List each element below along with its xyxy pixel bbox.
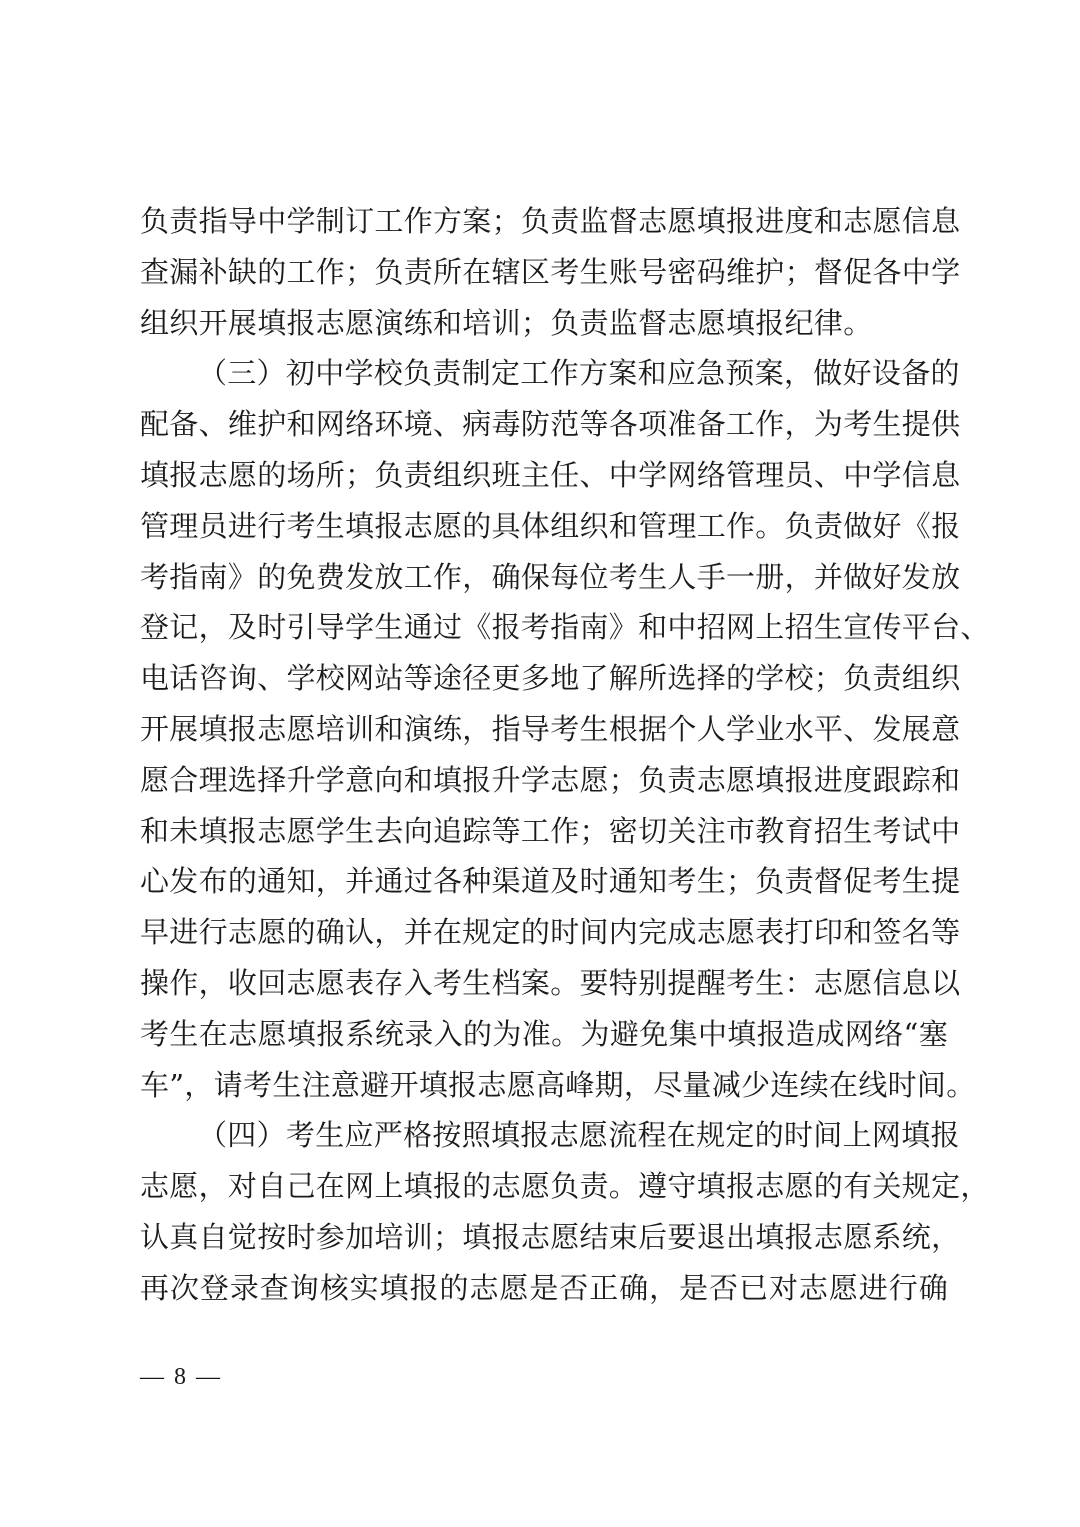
text-line: 查漏补缺的工作；负责所在辖区考生账号密码维护；督促各中学: [140, 254, 961, 289]
text-line: 负责指导中学制订工作方案；负责监督志愿填报进度和志愿信息: [140, 204, 961, 238]
text-line: 和未填报志愿学生去向追踪等工作；密切关注市教育招生考试中: [140, 813, 961, 848]
text-line: （三）初中学校负责制定工作方案和应急预案，做好设备的: [198, 356, 960, 391]
text-line: 志愿，对自己在网上填报的志愿负责。遵守填报志愿的有关规定，: [140, 1169, 990, 1204]
text-line: 电话咨询、学校网站等途径更多地了解所选择的学校；负责组织: [140, 661, 961, 696]
text-line: 组织开展填报志愿演练和培训；负责监督志愿填报纪律。: [140, 305, 873, 340]
text-line: 配备、维护和网络环境、病毒防范等各项准备工作，为考生提供: [140, 407, 961, 442]
text-line: 心发布的通知，并通过各种渠道及时通知考生；负责督促考生提: [140, 864, 961, 899]
text-line: 登记，及时引导学生通过《报考指南》和中招网上招生宣传平台、: [140, 610, 990, 645]
body-text: [140, 196, 990, 1314]
text-line: 填报志愿的场所；负责组织班主任、中学网络管理员、中学信息: [140, 457, 961, 492]
text-line: 愿合理选择升学意向和填报升学志愿；负责志愿填报进度跟踪和: [140, 762, 961, 797]
text-line: 再次登录查询核实填报的志愿是否正确，是否已对志愿进行确: [140, 1270, 948, 1305]
text-line: 考指南》的免费发放工作，确保每位考生人手一册，并做好发放: [140, 559, 961, 594]
text-line: 认真自觉按时参加培训；填报志愿结束后要退出填报志愿系统，: [140, 1219, 961, 1254]
text-line: （四）考生应严格按照填报志愿流程在规定的时间上网填报: [198, 1118, 960, 1153]
text-line: 管理员进行考生填报志愿的具体组织和管理工作。负责做好《报: [140, 508, 961, 543]
text-line: 开展填报志愿培训和演练，指导考生根据个人学业水平、发展意: [140, 711, 961, 746]
text-line: 早进行志愿的确认，并在规定的时间内完成志愿表打印和签名等: [140, 915, 961, 950]
text-line: 考生在志愿填报系统录入的为准。为避免集中填报造成网络“塞: [140, 1016, 948, 1051]
text-line: 车”，请考生注意避开填报志愿高峰期，尽量减少连续在线时间。: [140, 1067, 976, 1102]
text-line: 操作，收回志愿表存入考生档案。要特别提醒考生：志愿信息以: [140, 965, 961, 1000]
page-number: — 8 —: [140, 1364, 222, 1390]
